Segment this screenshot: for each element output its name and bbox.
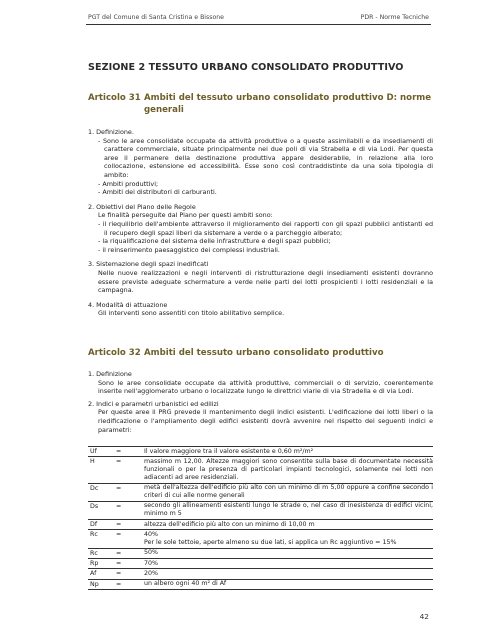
param-equals: =	[116, 560, 122, 568]
parameters-table	[88, 446, 433, 590]
param-value: 40%	[144, 530, 158, 538]
subsection-heading: 4. Modalità di attuazione	[88, 300, 168, 309]
param-equals: =	[116, 484, 122, 492]
param-value: secondo gli allineamenti esistenti lungo le strade o, nel caso di inesistenza di edifici vicini, minimo m 5	[144, 502, 433, 518]
subsection-heading: 2. Indici e parametri urbanistici ed edilizi	[88, 399, 219, 408]
param-equals: =	[116, 458, 122, 466]
subsection-heading: 3. Sistemazione degli spazi inedificati	[88, 260, 209, 269]
list-item: - la riqualificazione del sistema delle infrastrutture e degli spazi pubblici;	[98, 237, 331, 246]
table-row	[88, 484, 433, 502]
table-row	[88, 520, 433, 530]
param-value: altezza dell'edificio più alto con un minimo di 10,00 m	[144, 520, 315, 528]
param-symbol: Rc	[90, 531, 98, 539]
param-equals: =	[116, 531, 122, 539]
table-row	[88, 580, 433, 590]
subsection-heading: 1. Definizione	[88, 370, 132, 378]
param-symbol: Dc	[90, 484, 99, 492]
article-title: Ambiti del tessuto urbano consolidato produttivo D: norme generali	[144, 93, 432, 115]
list-item: - il riequilibrio dell'ambiente attraverso il miglioramento dei rapporti con gli spazi pubblici antistanti ed il recupero degli spazi liberi da sistemare a verde o a parcheggio alberato;	[98, 219, 433, 237]
param-symbol: Df	[90, 521, 98, 529]
param-equals: =	[116, 570, 122, 578]
table-row	[88, 559, 433, 569]
param-symbol: H	[90, 458, 95, 466]
table-row	[88, 457, 433, 483]
list-item: - Ambiti dei distributori di carburanti.	[98, 188, 217, 197]
param-value: massimo m 12,00. Altezze maggiori sono consentite sulla base di documentate necessità funzionali o per la presenza di particolari impianti tecnologici, solamente nei lotti non adiacenti ad aree residenziali.	[144, 457, 433, 481]
param-value: un albero ogni 40 m² di Af	[144, 580, 227, 588]
table-row	[88, 549, 433, 559]
article-number: Articolo 32	[88, 348, 141, 358]
header-left: PGT del Comune di Santa Cristina e Bissone	[88, 14, 224, 21]
page-number: 42	[419, 612, 429, 621]
table-row	[88, 502, 433, 520]
param-value: metà dell'altezza dell'edificio più alto con un minimo di m 5,00 oppure a confine secondo i criteri di cui alle norme generali	[144, 484, 433, 500]
article-title: Ambiti del tessuto urbano consolidato produttivo	[144, 348, 384, 358]
param-symbol: Rc	[90, 549, 98, 557]
article-31-body	[88, 128, 433, 318]
paragraph: Sono le aree consolidate occupate da attività produttive, commerciali o di servizio, coerentemente inserite nell'agglomerato urbano o localizzate lungo le direttrici viarie di via Stradella e di via Lodi.	[98, 378, 433, 396]
header-right: PDR - Norme Tecniche	[360, 14, 429, 21]
paragraph: Le finalità perseguite dal Piano per questi ambiti sono:	[98, 211, 273, 220]
paragraph: Nelle nuove realizzazioni e negli interventi di ristrutturazione degli insediamenti esistenti dovranno essere previste adeguate schermature a verde nelle parti dei lotti prospicienti i lotti residenziali e la campagna.	[98, 268, 433, 295]
param-symbol: Ds	[90, 502, 99, 510]
param-equals: =	[116, 580, 122, 588]
param-equals: =	[116, 448, 122, 455]
param-symbol: Rp	[90, 560, 99, 568]
article-32-body	[88, 370, 433, 434]
param-equals: =	[116, 521, 122, 529]
list-item: - Sono le aree consolidate occupate da attività produttive o a queste assimilabili e da insediamenti di carattere commerciale, situate principalmente nei due poli di via Strabella e di via Lodi. Per questa aree il permanere della destinazione produttiva appare desiderabile, in relazione alla loro collocazione, estensione ed accessibilità. Esse sono così contraddistinte da una sola tipologia di ambito:	[98, 136, 433, 179]
subsection-heading: 2. Obiettivi del Piano delle Regole	[88, 202, 196, 211]
param-value: 20%	[144, 569, 158, 577]
list-item: - Ambiti produttivi;	[98, 179, 159, 188]
param-value: 70%	[144, 559, 158, 567]
section-title: SEZIONE 2 TESSUTO URBANO CONSOLIDATO PRODUTTIVO	[88, 62, 404, 73]
param-equals: =	[116, 549, 122, 557]
list-item: - il reinserimento paesaggistico dei complessi industriali.	[98, 245, 280, 254]
param-equals: =	[116, 502, 122, 510]
table-row	[88, 569, 433, 579]
table-row	[88, 530, 433, 548]
header-divider	[86, 24, 431, 25]
param-note: Per le sole tettoie, aperte almeno su due lati, si applica un Rc aggiuntivo = 15%	[144, 538, 397, 546]
param-symbol: Np	[90, 580, 99, 588]
table-row	[88, 446, 433, 457]
paragraph: Gli interventi sono assentiti con titolo abilitativo semplice.	[98, 309, 285, 318]
subsection-heading: 1. Definizione.	[88, 128, 134, 136]
param-value: Il valore maggiore tra il valore esistente e 0,60 m²/m²	[144, 447, 314, 455]
paragraph: Per queste aree il PRG prevede il mantenimento degli indici esistenti. L'edificazione dei lotti liberi o la riedificazione o l'ampliamento degli edifici esistenti dovrà avvenire nel rispetto dei seguenti indici e parametri:	[98, 408, 433, 434]
article-number: Articolo 31	[88, 93, 141, 103]
param-symbol: Uf	[90, 448, 97, 455]
param-value: 50%	[144, 549, 158, 557]
param-symbol: Af	[90, 570, 97, 578]
